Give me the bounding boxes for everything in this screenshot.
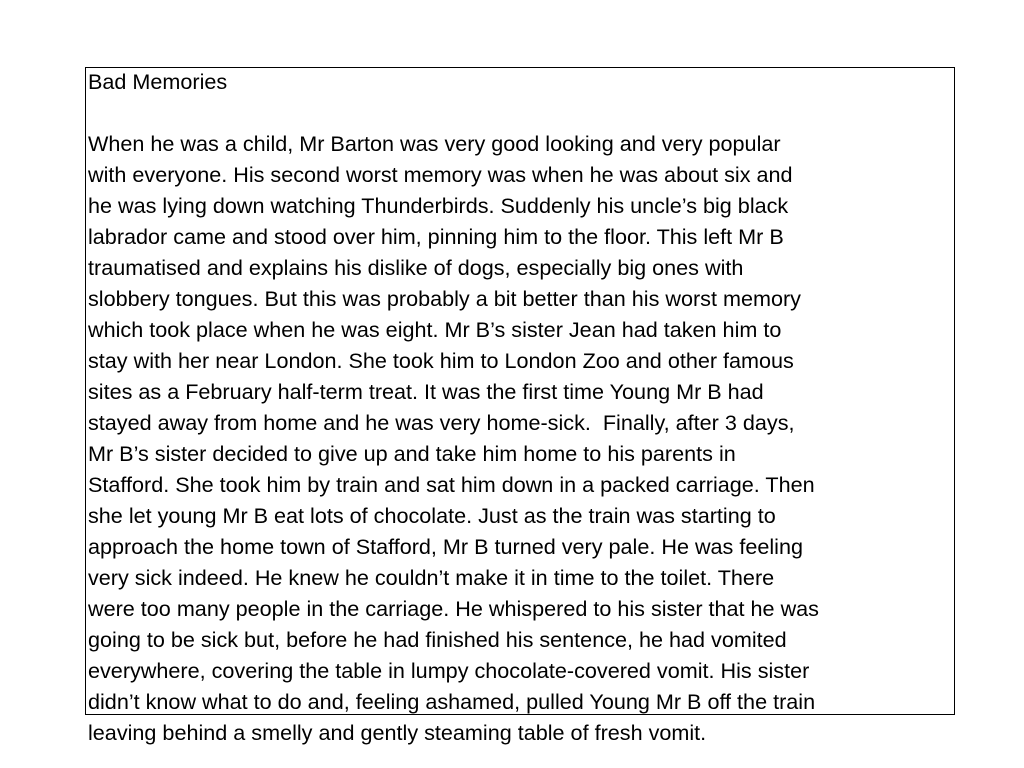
paragraph-line: stayed away from home and he was very home-sick. Finally, after 3 days, xyxy=(88,410,795,435)
paragraph-line: slobbery tongues. But this was probably a bit better than his worst memory xyxy=(88,286,801,311)
paragraph-line: When he was a child, Mr Barton was very good looking and very popular xyxy=(88,131,781,156)
paragraph-line: he was lying down watching Thunderbirds. Suddenly his uncle’s big black xyxy=(88,193,789,218)
paragraph-line: traumatised and explains his dislike of dogs, especially big ones with xyxy=(88,255,744,280)
paragraph-line: everywhere, covering the table in lumpy chocolate-covered vomit. His sister xyxy=(88,658,810,683)
document-title: Bad Memories xyxy=(88,69,228,94)
paragraph-line: Stafford. She took him by train and sat him down in a packed carriage. Then xyxy=(88,472,815,497)
paragraph-line: sites as a February half-term treat. It was the first time Young Mr B had xyxy=(88,379,764,404)
paragraph-line: didn’t know what to do and, feeling ashamed, pulled Young Mr B off the train xyxy=(88,689,816,714)
paragraph-line: labrador came and stood over him, pinning him to the floor. This left Mr B xyxy=(88,224,784,249)
paragraph-line: with everyone. His second worst memory was when he was about six and xyxy=(88,162,793,187)
paragraph-line: approach the home town of Stafford, Mr B turned very pale. He was feeling xyxy=(88,534,803,559)
story-paragraph xyxy=(88,128,956,748)
paragraph-line: going to be sick but, before he had finished his sentence, he had vomited xyxy=(88,627,787,652)
paragraph-line: stay with her near London. She took him to London Zoo and other famous xyxy=(88,348,794,373)
paragraph-line: which took place when he was eight. Mr B’s sister Jean had taken him to xyxy=(88,317,782,342)
paragraph-line: were too many people in the carriage. He whispered to his sister that he was xyxy=(88,596,819,621)
text-content xyxy=(88,66,956,748)
paragraph-line: she let young Mr B eat lots of chocolate. Just as the train was starting to xyxy=(88,503,776,528)
paragraph-line: very sick indeed. He knew he couldn’t make it in time to the toilet. There xyxy=(88,565,775,590)
blank-line xyxy=(88,97,956,128)
paragraph-line: Mr B’s sister decided to give up and take him home to his parents in xyxy=(88,441,736,466)
paragraph-line: leaving behind a smelly and gently steaming table of fresh vomit. xyxy=(88,720,707,745)
